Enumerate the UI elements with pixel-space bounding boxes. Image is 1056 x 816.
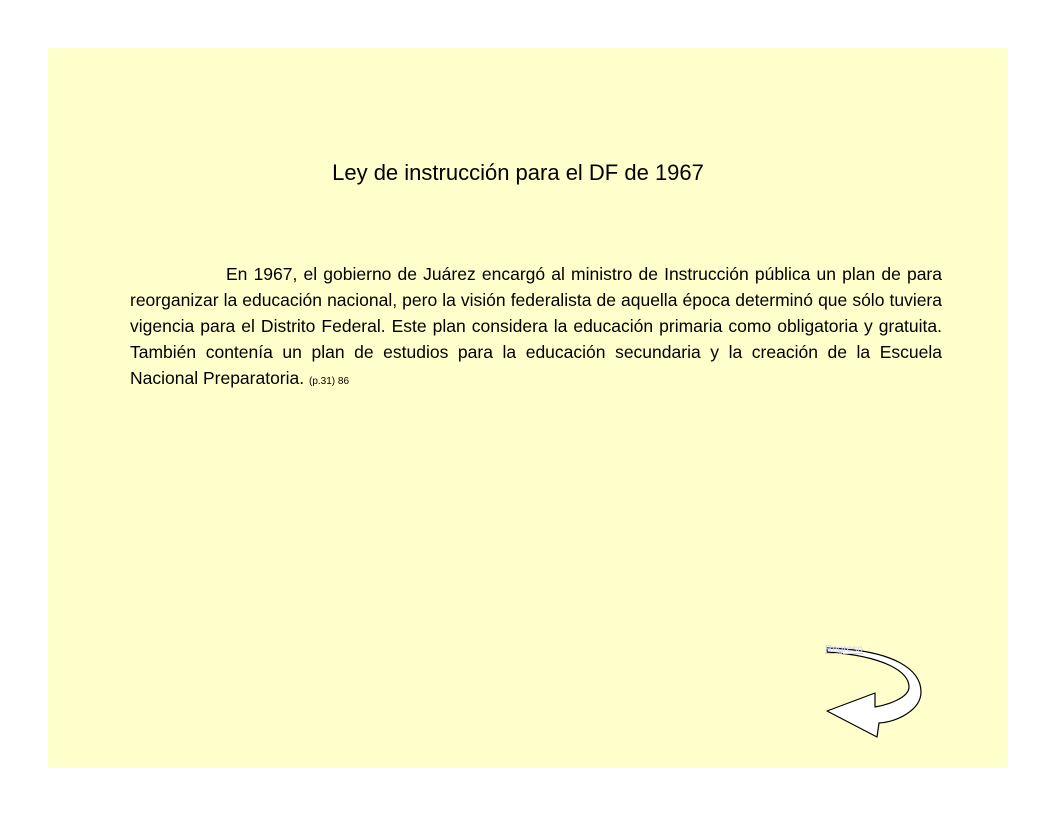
slide	[48, 48, 1008, 768]
citation: (p.31) 86	[309, 376, 350, 387]
slide-title: Ley de instrucción para el DF de 1967	[332, 160, 704, 185]
back-button[interactable]	[825, 644, 945, 744]
back-link-label[interactable]: Regreso	[825, 644, 863, 655]
curved-back-arrow-icon	[825, 644, 945, 744]
body-text: En 1967, el gobierno de Juárez encargó al ministro de Instrucción pública un plan de para reorganizar la educación nacional, pero la visión federalista de aquella época determinó que sólo tuviera vigencia para el Distrito Federal. Este plan considera la educación primaria como obligatoria y gratuita. También contenía un plan de estudios para la educación secundaria y la creación de la Escuela Nacional Preparatoria.	[130, 264, 942, 388]
body-paragraph	[130, 261, 942, 395]
